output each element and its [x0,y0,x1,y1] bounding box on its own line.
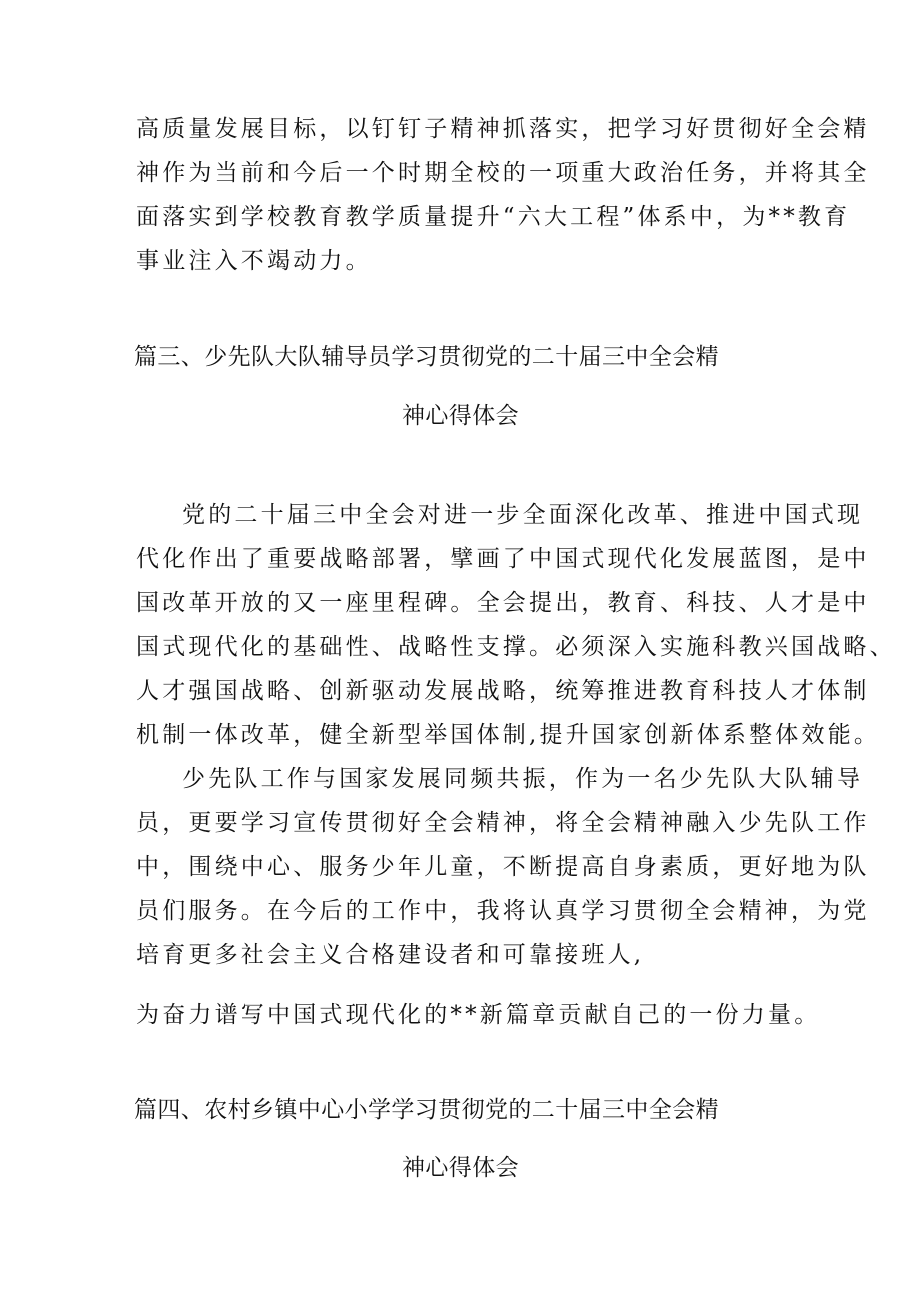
body-text-line: 国式现代化的基础性、战略性支撑。必须深入实施科教兴国战略、 [136,634,896,660]
section-heading: 篇四、农村乡镇中心小学学习贯彻党的二十届三中全会精 [134,1097,719,1123]
body-text-line: 事业注入不竭动力。 [136,248,372,274]
body-text-line: 神作为当前和今后一个时期全校的一项重大政治任务，并将其全 [136,160,870,186]
section-heading-continuation: 神心得体会 [402,403,519,429]
section-heading: 篇三、少先队大队辅导员学习贯彻党的二十届三中全会精 [134,344,719,370]
body-text-line: 机制一体改革，健全新型举国体制,提升国家创新体系整体效能。 [136,722,881,748]
body-text-line: 中，围绕中心、服务少年儿童，不断提高自身素质，更好地为队 [136,854,870,880]
body-text-line: 员们服务。在今后的工作中，我将认真学习贯彻全会精神，为党 [136,898,870,924]
body-text-line: 代化作出了重要战略部署，擘画了中国式现代化发展蓝图，是中 [136,546,870,572]
body-text-line: 员，更要学习宣传贯彻好全会精神，将全会精神融入少先队工作 [136,810,870,836]
body-text-line: 高质量发展目标，以钉钉子精神抓落实，把学习好贯彻好全会精 [136,116,870,142]
body-text-line: 培育更多社会主义合格建设者和可靠接班人, [136,942,645,968]
body-text-line: 少先队工作与国家发展同频共振，作为一名少先队大队辅导 [182,766,864,792]
section-heading-continuation: 神心得体会 [402,1155,519,1181]
body-text-line: 为奋力谱写中国式现代化的**新篇章贡献自己的一份力量。 [136,1002,821,1028]
body-text-line: 国改革开放的又一座里程碑。全会提出，教育、科技、人才是中 [136,590,870,616]
body-text-line: 党的二十届三中全会对进一步全面深化改革、推进中国式现 [182,502,864,528]
body-text-line: 人才强国战略、创新驱动发展战略，统筹推进教育科技人才体制 [136,678,870,704]
body-text-line: 面落实到学校教育教学质量提升“六大工程”体系中，为**教育 [136,204,851,230]
